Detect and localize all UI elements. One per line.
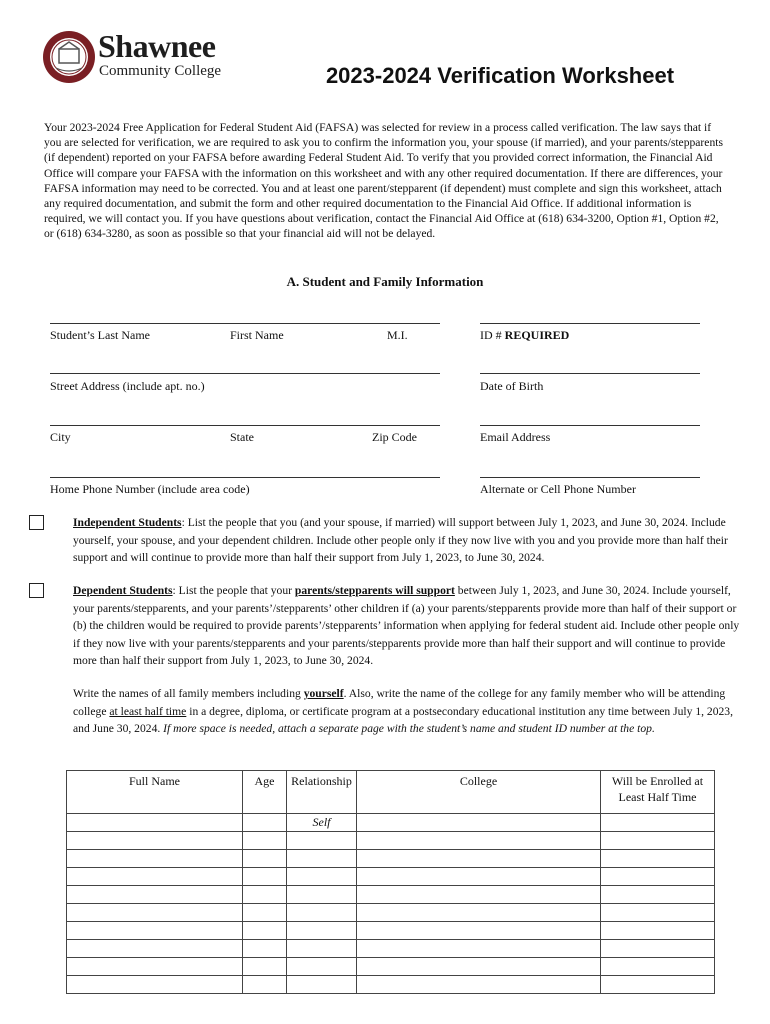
age-cell[interactable] (243, 976, 287, 994)
table-row (67, 940, 715, 958)
age-cell[interactable] (243, 904, 287, 922)
independent-students-paragraph: Independent Students: List the people that you (and your spouse, if married) will support between July 1, 2023, and June 30, 2024. Include yourself, your spouse, and your dependent children. Include other people only if they now live with you and you provide more than half their support and will continue to provide more than half their support from July 1, 2023, to June 30, 2024. (73, 516, 728, 564)
state-label: State (230, 430, 254, 444)
college-cell[interactable] (357, 832, 601, 850)
name-cell[interactable] (67, 976, 243, 994)
family-members-table (66, 770, 715, 994)
section-a-heading: A. Student and Family Information (286, 274, 484, 289)
college-cell[interactable] (357, 886, 601, 904)
intro-paragraph: Your 2023-2024 Free Application for Federal Student Aid (FAFSA) was selected for review in a process called verification. The law says that if you are selected for verification, we are required to ask you to confirm the information you, your spouse (if married), and your parents/stepparents (if dependent) reported on your FAFSA before awarding Federal Student Aid. To verify that you provided correct information, the Financial Aid Office will compare your FAFSA with the information on this worksheet and with any other required documentation. If there are differences, your FAFSA information may need to be corrected. You and at least one parent/stepparent (if dependent) must complete and sign this worksheet, attach any required documentation, and submit the form and other required documentation to the Financial Aid Office. If additional information is required, we will contact you. If you have questions about verification, contact the Financial Aid Office at (618) 634-3200, Option #1, Option #2, or (618) 634-3280, as soon as possible so that your financial aid will not be delayed. (44, 121, 723, 241)
age-cell[interactable] (243, 868, 287, 886)
table-row (67, 922, 715, 940)
name-cell[interactable] (67, 958, 243, 976)
header-relationship: Relationship (287, 771, 357, 814)
alt-phone-label: Alternate or Cell Phone Number (480, 482, 636, 496)
header-half-time: Will be Enrolled at Least Half Time (601, 771, 715, 814)
half-time-cell[interactable] (601, 922, 715, 940)
half-time-cell[interactable] (601, 832, 715, 850)
age-cell[interactable] (243, 922, 287, 940)
relationship-cell[interactable] (287, 832, 357, 850)
relationship-cell: Self (287, 814, 357, 832)
relationship-cell[interactable] (287, 958, 357, 976)
college-cell[interactable] (357, 868, 601, 886)
age-cell[interactable] (243, 886, 287, 904)
relationship-cell[interactable] (287, 940, 357, 958)
table-row (67, 868, 715, 886)
table-row (67, 814, 715, 832)
age-cell[interactable] (243, 832, 287, 850)
college-cell[interactable] (357, 922, 601, 940)
city-label: City (50, 430, 71, 444)
half-time-cell[interactable] (601, 886, 715, 904)
relationship-cell[interactable] (287, 904, 357, 922)
independent-label: Independent Students (73, 516, 182, 529)
name-cell[interactable] (67, 832, 243, 850)
age-cell[interactable] (243, 814, 287, 832)
last-name-label: Student’s Last Name (50, 328, 150, 342)
half-time-cell[interactable] (601, 940, 715, 958)
age-cell[interactable] (243, 850, 287, 868)
table-row (67, 958, 715, 976)
age-cell[interactable] (243, 940, 287, 958)
dependent-students-paragraph: Dependent Students: List the people that your parents/stepparents will support between July 1, 2023, and June 30, 2024. Include yourself, your parents/stepparents, and your parents’/stepparents’ other children if (a) your parents/stepparents provide more than half of their support or (b) the children would be required to provide parents’/stepparents’ information when applying for federal student aid. Include other people only if they now live with your parents/stepparents and your parents/stepparents provide more than half their support and will continue to provide more than half their support from July 1, 2023, to June 30, 2024. (73, 584, 740, 667)
header-full-name: Full Name (67, 771, 243, 814)
dependent-label: Dependent Students (73, 584, 173, 597)
email-line[interactable] (480, 425, 700, 426)
half-time-cell[interactable] (601, 976, 715, 994)
half-time-cell[interactable] (601, 958, 715, 976)
table-row (67, 976, 715, 994)
city-line[interactable] (50, 425, 440, 426)
name-cell[interactable] (67, 850, 243, 868)
table-row (67, 904, 715, 922)
college-cell[interactable] (357, 904, 601, 922)
first-name-label: First Name (230, 328, 284, 342)
independent-checkbox[interactable] (29, 515, 44, 530)
street-label: Street Address (include apt. no.) (50, 379, 205, 393)
college-seal-logo (42, 30, 96, 84)
college-name: Shawnee (98, 28, 216, 64)
name-cell[interactable] (67, 886, 243, 904)
age-cell[interactable] (243, 958, 287, 976)
alt-phone-line[interactable] (480, 477, 700, 478)
relationship-cell[interactable] (287, 886, 357, 904)
home-phone-label: Home Phone Number (include area code) (50, 482, 250, 496)
email-label: Email Address (480, 430, 551, 444)
table-row (67, 850, 715, 868)
mi-label: M.I. (387, 328, 408, 342)
dependent-checkbox[interactable] (29, 583, 44, 598)
header-age: Age (243, 771, 287, 814)
street-line[interactable] (50, 373, 440, 374)
dob-line[interactable] (480, 373, 700, 374)
zip-label: Zip Code (372, 430, 417, 444)
home-phone-line[interactable] (50, 477, 440, 478)
relationship-cell[interactable] (287, 922, 357, 940)
family-instructions: Write the names of all family members including yourself. Also, write the name of the college for any family member who will be attending college at least half time in a degree, diploma, or certificate program at a postsecondary educational institution any time between July 1, 2023, and June 30, 2024. If more space is needed, attach a separate page with the student’s name and student ID number at the top. (73, 687, 733, 735)
name-cell[interactable] (67, 922, 243, 940)
name-cell[interactable] (67, 940, 243, 958)
table-row (67, 886, 715, 904)
name-cell[interactable] (67, 904, 243, 922)
college-subtitle: Community College (99, 63, 222, 79)
college-cell[interactable] (357, 958, 601, 976)
relationship-cell[interactable] (287, 850, 357, 868)
college-cell[interactable] (357, 976, 601, 994)
half-time-cell[interactable] (601, 814, 715, 832)
id-required-label: REQUIRED (504, 328, 570, 342)
document-title: 2023-2024 Verification Worksheet (325, 63, 675, 88)
dob-label: Date of Birth (480, 379, 544, 393)
table-row (67, 832, 715, 850)
college-cell[interactable] (357, 940, 601, 958)
relationship-cell[interactable] (287, 868, 357, 886)
half-time-cell[interactable] (601, 868, 715, 886)
relationship-cell[interactable] (287, 976, 357, 994)
table-header-row (67, 771, 715, 814)
half-time-cell[interactable] (601, 850, 715, 868)
college-cell[interactable] (357, 814, 601, 832)
name-line[interactable] (50, 323, 440, 324)
half-time-cell[interactable] (601, 904, 715, 922)
name-cell[interactable] (67, 814, 243, 832)
name-cell[interactable] (67, 868, 243, 886)
college-cell[interactable] (357, 850, 601, 868)
id-line[interactable] (480, 323, 700, 324)
header-college: College (357, 771, 601, 814)
id-label: ID # REQUIRED (480, 328, 570, 342)
